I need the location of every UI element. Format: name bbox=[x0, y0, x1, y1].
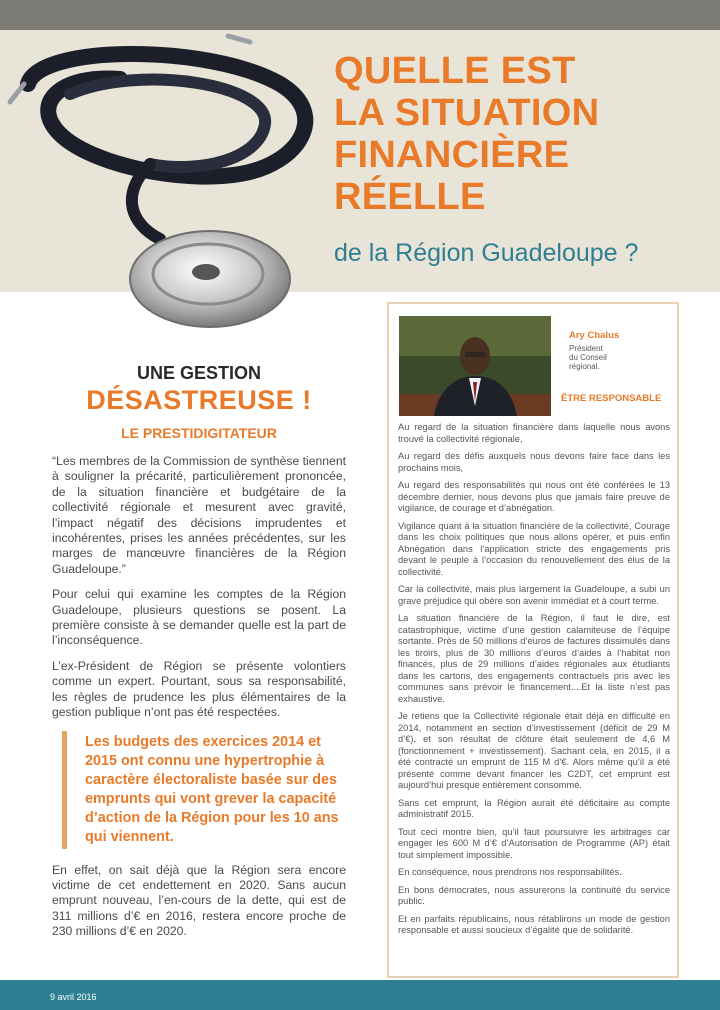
stethoscope-image bbox=[0, 24, 330, 344]
left-column bbox=[52, 362, 346, 950]
footer-date: 9 avril 2016 bbox=[50, 992, 97, 1002]
paragraph: Au regard des responsabilités qui nous ont été conférées le 13 décembre dernier, nous devons plus que jamais faire preuve de vigilance, de courage et d’abnégation. bbox=[398, 480, 670, 513]
author-role bbox=[569, 344, 607, 371]
footer-bar bbox=[0, 980, 720, 1010]
title-line: QUELLE EST bbox=[334, 50, 576, 92]
page-title bbox=[334, 50, 599, 218]
paragraph: Vigilance quant à la situation financière de la collectivité, Courage dans les choix politiques que nous allons opérer, et puis enfin Abnégation dans l’application stricte des engagements pris devant le peuple à l’occasion du renouvellement des élus de la collectivité. bbox=[398, 520, 670, 577]
section-heading: UNE GESTION bbox=[136, 363, 261, 383]
paragraph: Et en parfaits républicains, nous rétablirons un mode de gestion responsable et aussi soucieux d’égalité que de solidarité. bbox=[398, 913, 670, 935]
paragraph: En effet, on sait déjà que la Région sera encore victime de cet endettement en 2020. Sans aucun emprunt nouveau, l’en-cours de la dette, qui est de 311 millions d’€ en 2016, restera encore proche de 230 millions d’€ en 2020. bbox=[52, 862, 346, 939]
paragraph: Car la collectivité, mais plus largement la Guadeloupe, a subi un grave préjudice qui obère son avenir immédiat et à court terme. bbox=[398, 584, 670, 606]
role-line: du Conseil bbox=[569, 353, 607, 362]
role-line: régional. bbox=[569, 362, 600, 371]
paragraph: La situation financière de la Région, il faut le dire, est catastrophique, victime d’une gestion calamiteuse de l’équipe sortante. Près de 50 millions d’euros de factures dissimulés dans les tiroirs, plus de 30 millions d’euros d’aides à l’habitat non financés, plus de 29 millions d’aides régionales aux étudiants dans les cartons, des engagements contractuels pris avec les communes sans prévoir le financement....Et la liste n’est pas exhaustive. bbox=[398, 613, 670, 704]
paragraph: Sans cet emprunt, la Région aurait été déficitaire au compte administratif 2015. bbox=[398, 797, 670, 819]
pull-quote: Les budgets des exercices 2014 et 2015 ont connu une hypertrophie à caractère électoraliste basée sur des emprunts qui vont grever la capacité d’action de la Région pour les 10 ans qui viennent. bbox=[62, 731, 346, 849]
title-line: FINANCIÈRE bbox=[334, 134, 570, 176]
paragraph: “Les membres de la Commission de synthèse tiennent à souligner la précarité, particulièrement prononcée, de la situation financière et budgétaire de la collectivité régionale et mesurent avec gravité, l’impact négatif des décisions imprudentes et incohérentes, prises les années précédentes, sur les marges de manœuvre financières de la Région Guadeloupe.” bbox=[52, 454, 346, 576]
title-line: RÉELLE bbox=[334, 176, 486, 218]
paragraph: L’ex-Président de Région se présente volontiers comme un expert. Pourtant, sous sa responsabilité, les règles de prudence les plus élémentaires de la gestion publique n’ont pas été respectées. bbox=[52, 658, 346, 720]
page-subtitle: de la Région Guadeloupe ? bbox=[334, 239, 639, 267]
paragraph: Au regard de la situation financière dans laquelle nous avons trouvé la collectivité régionale, bbox=[398, 422, 670, 444]
paragraph: En bons démocrates, nous assurerons la continuité du service public. bbox=[398, 884, 670, 906]
section-subheading: LE PRESTIDIGITATEUR bbox=[121, 425, 277, 441]
title-line: LA SITUATION bbox=[334, 92, 600, 134]
paragraph: En conséquence, nous prendrons nos responsabilités. bbox=[398, 867, 622, 877]
paragraph: Au regard des défis auxquels nous devons faire face dans les prochains mois, bbox=[398, 451, 670, 473]
box-title: ÊTRE RESPONSABLE bbox=[561, 393, 662, 404]
role-line: Président bbox=[569, 344, 603, 353]
author-name: Ary Chalus bbox=[569, 330, 620, 341]
paragraph: Je retiens que la Collectivité régionale était déjà en difficulté en 2014, notamment en section d’investissement (déficit de 29 M d’€), et son résultat de clôture était seulement de 4,6 M (fonctionnement + investissement). Sachant cela, en 2015, il a été contracté un emprunt de 115 M d’€. Alors même qu’il a été présenté comme devant financer les C2DT, cet emprunt est aujourd’hui presque entièrement consommé. bbox=[398, 711, 670, 790]
editorial-box bbox=[387, 302, 679, 978]
paragraph: Pour celui qui examine les comptes de la Région Guadeloupe, plusieurs questions se posent. La première consiste à se demander quelle est la part de l’inconséquence. bbox=[52, 587, 346, 648]
portrait-photo bbox=[399, 316, 551, 416]
box-text bbox=[398, 422, 670, 943]
paragraph: Tout ceci montre bien, qu’il faut poursuivre les arbitrages car engager les 600 M d’€ d’Autorisation de Programme (AP) était tout simplement impossible. bbox=[398, 826, 670, 860]
section-heading-accent: DÉSASTREUSE ! bbox=[86, 385, 312, 415]
